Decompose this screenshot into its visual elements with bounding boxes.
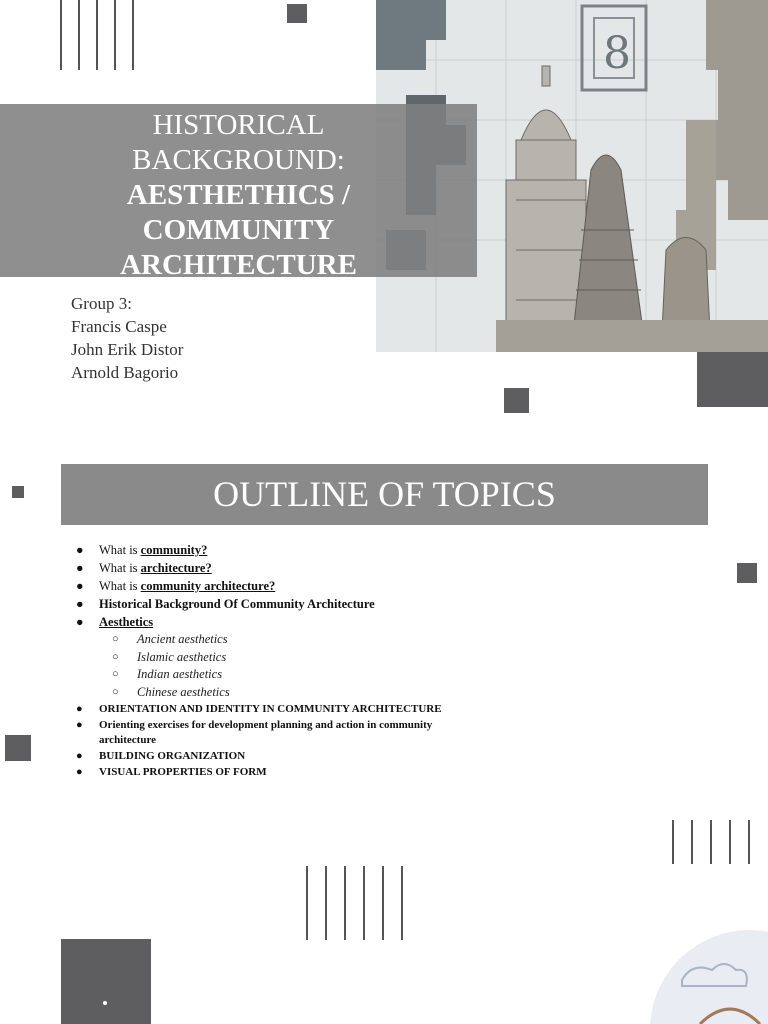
sub-list-item: ○ Islamic aesthetics	[76, 649, 536, 667]
decor-arch-shape	[620, 920, 768, 1024]
list-item: ● VISUAL PROPERTIES OF FORM	[76, 766, 267, 778]
title-line-bold: ARCHITECTURE	[120, 249, 357, 281]
title-line-bold: COMMUNITY	[142, 214, 335, 246]
decor-square	[737, 563, 757, 583]
list-item: ● ORIENTATION AND IDENTITY IN COMMUNITY ARCHITECTURE	[76, 701, 536, 718]
sub-bullet: ○	[112, 668, 119, 680]
topic-link[interactable]: architecture?	[140, 561, 212, 575]
sub-list-item: ○ Indian aesthetics	[76, 666, 536, 684]
group-members	[71, 292, 183, 384]
list-item: ● Orienting exercises for development planning and action in community architecture	[76, 719, 433, 746]
bullet: ●	[76, 579, 84, 593]
title-line: HISTORICAL	[152, 109, 325, 141]
sub-list-item: ○ Ancient aesthetics	[76, 631, 536, 649]
bullet: ●	[76, 615, 84, 629]
bullet: ●	[76, 703, 83, 715]
list-item	[76, 613, 536, 631]
decor-square	[5, 735, 31, 761]
topics-list	[76, 541, 536, 780]
topic-link[interactable]: community?	[140, 543, 208, 557]
title-line: BACKGROUND:	[132, 144, 345, 176]
svg-text:8: 8	[603, 28, 631, 79]
title-line-bold: AESTHETHICS /	[126, 179, 351, 211]
sub-list-item: ○ Chinese aesthetics	[76, 684, 536, 702]
bullet: ●	[76, 750, 83, 762]
decor-lines-top-left	[60, 0, 134, 70]
bullet: ●	[76, 543, 84, 557]
member-name: John Erik Distor	[71, 340, 184, 359]
bullet: ●	[76, 561, 84, 575]
decor-lines-right	[672, 820, 750, 864]
list-item: ● BUILDING ORGANIZATION	[76, 750, 246, 762]
member-name: Arnold Bagorio	[71, 363, 179, 382]
bullet: ●	[76, 766, 83, 778]
bullet: ●	[76, 719, 83, 731]
sub-bullet: ○	[112, 650, 119, 663]
list-item: ● Historical Background Of Community Architecture	[76, 597, 375, 611]
group-label: Group 3:	[71, 294, 132, 313]
decor-square	[287, 4, 307, 23]
list-item: ● What is architecture?	[76, 561, 212, 575]
list-item: ● What is community?	[76, 543, 208, 557]
list-item: ● What is community architecture?	[76, 579, 276, 593]
title-banner	[0, 104, 477, 281]
decor-square	[504, 388, 529, 413]
decor-square	[12, 486, 24, 498]
decor-square	[697, 352, 768, 407]
decor-lines-bottom	[306, 866, 403, 940]
topic-link[interactable]: Aesthetics	[99, 615, 154, 629]
sub-bullet: ○	[112, 633, 119, 645]
sub-bullet: ○	[112, 685, 119, 698]
member-name: Francis Caspe	[71, 317, 167, 336]
bullet: ●	[76, 597, 84, 611]
outline-heading: OUTLINE OF TOPICS	[61, 464, 708, 525]
decor-square-large	[61, 939, 151, 1024]
topic-link[interactable]: community architecture?	[140, 579, 276, 593]
